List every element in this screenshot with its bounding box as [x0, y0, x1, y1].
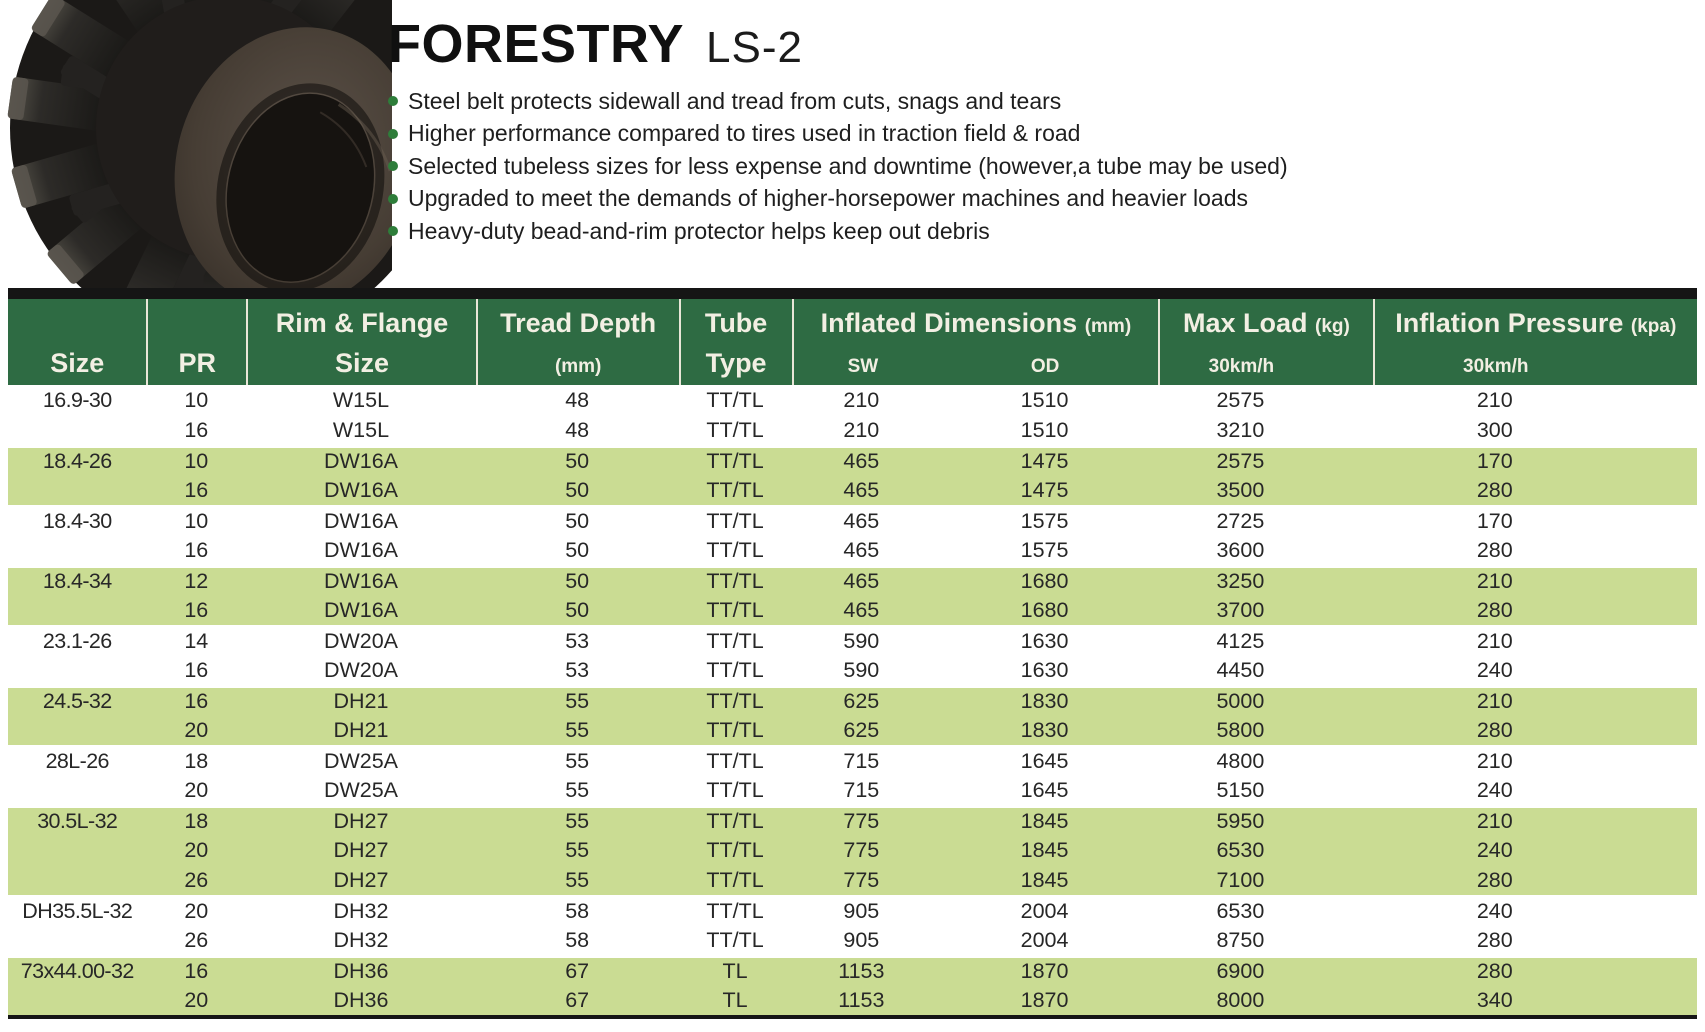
cell-tread-depth: 53	[565, 629, 590, 653]
table-row	[8, 385, 1697, 415]
cell-inflation-pressure: 280	[1476, 717, 1513, 742]
cell-sw: 590	[843, 629, 880, 653]
cell-rim-flange: DH32	[333, 899, 389, 923]
cell-max-load: 3700	[1216, 597, 1265, 622]
cell-pr: 10	[184, 387, 209, 412]
cell-sw: 625	[843, 689, 880, 713]
cell-tube-type: TT/TL	[706, 777, 764, 802]
cell-tube-type: TT/TL	[706, 387, 764, 412]
sub-header-od: OD	[1030, 356, 1060, 377]
cell-rim-flange: DW20A	[323, 657, 399, 682]
cell-sw: 210	[843, 387, 880, 412]
cell-sw: 905	[843, 927, 880, 952]
sub-header-speed: 30km/h	[1208, 356, 1275, 377]
column-label: Tube	[704, 308, 768, 338]
cell-tread-depth: 67	[565, 987, 590, 1012]
cell-inflation-pressure: 210	[1476, 569, 1513, 593]
cell-tube-type: TL	[722, 959, 748, 983]
feature-list	[388, 85, 1688, 248]
column-header-max-load	[1158, 299, 1373, 385]
table-body	[8, 385, 1697, 1015]
column-header-tread-depth	[476, 299, 679, 385]
column-label	[1395, 308, 1676, 342]
table-row	[8, 805, 1697, 835]
cell-pr: 20	[184, 899, 209, 923]
table-row	[8, 625, 1697, 655]
cell-od: 2004	[1020, 927, 1069, 952]
table-row	[8, 505, 1697, 535]
cell-rim-flange: DH36	[333, 959, 389, 983]
cell-tube-type: TT/TL	[706, 809, 764, 833]
cell-inflation-pressure: 280	[1476, 537, 1513, 562]
column-unit: (kpa)	[1630, 316, 1677, 337]
table-row	[8, 715, 1697, 745]
title-row	[388, 16, 1688, 73]
cell-od: 1845	[1020, 809, 1069, 833]
cell-inflation-pressure: 240	[1476, 899, 1513, 923]
forestry-tire-image	[0, 0, 392, 292]
cell-max-load: 8750	[1216, 927, 1265, 952]
cell-tube-type: TT/TL	[706, 509, 764, 533]
tire-photo	[0, 0, 392, 292]
bullet-dot-icon	[388, 226, 398, 236]
cell-pr: 12	[184, 569, 209, 593]
cell-tread-depth: 55	[565, 809, 590, 833]
cell-size: 18.4-34	[42, 569, 112, 593]
cell-max-load: 5000	[1216, 689, 1265, 713]
cell-pr: 10	[184, 509, 209, 533]
cell-sw: 465	[843, 597, 880, 622]
cell-max-load: 5150	[1216, 777, 1265, 802]
column-header-pr	[146, 299, 246, 385]
cell-tread-depth: 55	[565, 837, 590, 862]
cell-tube-type: TT/TL	[706, 927, 764, 952]
table-row	[8, 775, 1697, 805]
column-label: Size	[50, 348, 105, 378]
feature-text: Steel belt protects sidewall and tread from cuts, snags and tears	[408, 87, 1062, 114]
cell-sw: 465	[843, 509, 880, 533]
cell-sw: 1153	[838, 987, 885, 1012]
column-label	[1183, 308, 1350, 342]
column-label: Rim & Flange	[275, 308, 449, 338]
table-row	[8, 475, 1697, 505]
column-header-tube-type	[679, 299, 792, 385]
cell-od: 1645	[1020, 749, 1069, 773]
cell-pr: 10	[184, 449, 209, 473]
cell-tread-depth: 50	[565, 509, 590, 533]
cell-od: 1510	[1020, 387, 1069, 412]
cell-max-load: 3600	[1216, 537, 1265, 562]
cell-tube-type: TT/TL	[706, 629, 764, 653]
cell-max-load: 3210	[1216, 417, 1265, 442]
cell-sw: 715	[843, 749, 880, 773]
bullet-dot-icon	[388, 161, 398, 171]
table-row	[8, 955, 1697, 985]
cell-tube-type: TT/TL	[706, 477, 764, 502]
cell-inflation-pressure: 210	[1476, 387, 1513, 412]
cell-od: 1475	[1020, 477, 1069, 502]
cell-pr: 26	[184, 927, 209, 952]
table-row	[8, 445, 1697, 475]
feature-text: Higher performance compared to tires used in traction field & road	[408, 120, 1081, 147]
cell-inflation-pressure: 210	[1476, 689, 1513, 713]
cell-max-load: 6900	[1216, 959, 1265, 983]
table-row	[8, 415, 1697, 445]
cell-tread-depth: 55	[565, 689, 590, 713]
cell-inflation-pressure: 280	[1476, 959, 1513, 983]
cell-tube-type: TT/TL	[706, 689, 764, 713]
cell-pr: 18	[184, 809, 209, 833]
column-unit: (mm)	[1084, 316, 1132, 337]
feature-bullet	[388, 85, 1688, 118]
cell-sw: 775	[843, 837, 880, 862]
column-label: Type	[705, 348, 767, 378]
cell-sw: 715	[843, 777, 880, 802]
bullet-dot-icon	[388, 96, 398, 106]
cell-max-load: 2575	[1216, 387, 1265, 412]
cell-size: 73x44.00-32	[20, 959, 134, 983]
sub-header-row	[794, 356, 1159, 378]
page-title: FORESTRY	[388, 14, 685, 74]
cell-max-load: 4450	[1216, 657, 1265, 682]
cell-pr: 16	[184, 959, 209, 983]
cell-max-load: 5800	[1216, 717, 1265, 742]
cell-size: 24.5-32	[42, 689, 112, 713]
cell-od: 1870	[1020, 987, 1069, 1012]
cell-size: 18.4-30	[42, 509, 112, 533]
cell-sw: 775	[843, 809, 880, 833]
column-unit: (kg)	[1315, 316, 1350, 337]
bullet-dot-icon	[388, 129, 398, 139]
cell-tube-type: TT/TL	[706, 569, 764, 593]
cell-tread-depth: 67	[565, 959, 590, 983]
cell-rim-flange: DW16A	[323, 537, 399, 562]
cell-od: 1845	[1020, 867, 1069, 892]
cell-inflation-pressure: 280	[1476, 867, 1513, 892]
cell-sw: 905	[843, 899, 880, 923]
table-row	[8, 865, 1697, 895]
cell-max-load: 8000	[1216, 987, 1265, 1012]
cell-od: 1870	[1020, 959, 1069, 983]
cell-max-load: 5950	[1216, 809, 1265, 833]
column-header-rim-flange	[246, 299, 476, 385]
table-row	[8, 565, 1697, 595]
cell-max-load: 6530	[1216, 837, 1265, 862]
cell-rim-flange: DW25A	[323, 749, 399, 773]
cell-tread-depth: 58	[565, 899, 590, 923]
cell-pr: 20	[184, 837, 209, 862]
cell-tube-type: TL	[722, 987, 748, 1012]
cell-size: DH35.5L-32	[22, 899, 133, 923]
cell-max-load: 3250	[1216, 569, 1265, 593]
cell-max-load: 2725	[1216, 509, 1265, 533]
cell-pr: 18	[184, 749, 209, 773]
cell-tube-type: TT/TL	[706, 899, 764, 923]
feature-bullet	[388, 150, 1688, 183]
column-label: Size	[334, 348, 389, 378]
cell-pr: 20	[184, 777, 209, 802]
feature-bullet	[388, 215, 1688, 248]
cell-inflation-pressure: 280	[1476, 927, 1513, 952]
cell-tread-depth: 55	[565, 777, 590, 802]
spec-table	[8, 288, 1697, 1019]
cell-tread-depth: 55	[565, 867, 590, 892]
cell-rim-flange: DH27	[333, 837, 389, 862]
cell-inflation-pressure: 280	[1476, 597, 1513, 622]
cell-rim-flange: DW16A	[323, 449, 399, 473]
cell-tube-type: TT/TL	[706, 537, 764, 562]
cell-sw: 775	[843, 867, 880, 892]
cell-od: 1830	[1020, 717, 1069, 742]
cell-tread-depth: 50	[565, 569, 590, 593]
intro-block	[388, 16, 1688, 248]
cell-inflation-pressure: 240	[1476, 657, 1513, 682]
cell-sw: 590	[843, 657, 880, 682]
table-top-bar	[8, 288, 1697, 299]
cell-od: 2004	[1020, 899, 1069, 923]
table-row	[8, 745, 1697, 775]
cell-tube-type: TT/TL	[706, 597, 764, 622]
cell-rim-flange: DH21	[333, 717, 389, 742]
cell-size: 28L-26	[45, 749, 109, 773]
cell-tube-type: TT/TL	[706, 657, 764, 682]
cell-od: 1845	[1020, 837, 1069, 862]
cell-pr: 16	[184, 477, 209, 502]
cell-od: 1510	[1020, 417, 1069, 442]
cell-pr: 16	[184, 597, 209, 622]
cell-inflation-pressure: 210	[1476, 809, 1513, 833]
table-row	[8, 835, 1697, 865]
table-bottom-bar	[8, 1015, 1697, 1019]
cell-sw: 465	[843, 449, 880, 473]
cell-tread-depth: 50	[565, 597, 590, 622]
table-row	[8, 595, 1697, 625]
cell-pr: 20	[184, 717, 209, 742]
cell-od: 1630	[1020, 657, 1069, 682]
table-header	[8, 299, 1697, 385]
cell-rim-flange: DW16A	[323, 477, 399, 502]
cell-od: 1830	[1020, 689, 1069, 713]
cell-sw: 465	[843, 477, 880, 502]
cell-size: 30.5L-32	[37, 809, 118, 833]
cell-size: 18.4-26	[42, 449, 112, 473]
feature-text: Selected tubeless sizes for less expense and downtime (however,a tube may be used)	[408, 152, 1288, 179]
feature-bullet	[388, 118, 1688, 151]
cell-tread-depth: 58	[565, 927, 590, 952]
cell-pr: 20	[184, 987, 209, 1012]
sub-header-speed: 30km/h	[1463, 356, 1529, 377]
cell-od: 1680	[1020, 569, 1069, 593]
column-label-text: Max Load	[1182, 308, 1308, 338]
cell-pr: 16	[184, 537, 209, 562]
cell-od: 1680	[1020, 597, 1069, 622]
cell-tread-depth: 50	[565, 537, 590, 562]
cell-od: 1575	[1020, 509, 1069, 533]
cell-rim-flange: DH32	[333, 927, 389, 952]
cell-inflation-pressure: 300	[1476, 417, 1513, 442]
cell-rim-flange: DH36	[333, 987, 389, 1012]
cell-tread-depth: 50	[565, 449, 590, 473]
table-row	[8, 925, 1697, 955]
cell-sw: 210	[843, 417, 880, 442]
cell-tube-type: TT/TL	[706, 417, 764, 442]
model-label: LS-2	[706, 23, 803, 72]
cell-tube-type: TT/TL	[706, 867, 764, 892]
cell-pr: 26	[184, 867, 209, 892]
feature-text: Heavy-duty bead-and-rim protector helps keep out debris	[408, 217, 990, 244]
cell-tread-depth: 48	[565, 387, 590, 412]
table-row	[8, 895, 1697, 925]
cell-rim-flange: DH21	[333, 689, 389, 713]
column-unit: (mm)	[554, 356, 602, 377]
cell-od: 1645	[1020, 777, 1069, 802]
cell-pr: 14	[184, 629, 209, 653]
cell-rim-flange: DW16A	[323, 569, 399, 593]
cell-od: 1575	[1020, 537, 1069, 562]
cell-od: 1630	[1020, 629, 1069, 653]
column-label	[821, 308, 1132, 342]
cell-inflation-pressure: 280	[1476, 477, 1513, 502]
column-label: PR	[178, 348, 217, 378]
cell-rim-flange: W15L	[332, 417, 390, 442]
table-row	[8, 655, 1697, 685]
cell-tube-type: TT/TL	[706, 717, 764, 742]
cell-inflation-pressure: 170	[1476, 449, 1513, 473]
cell-tube-type: TT/TL	[706, 837, 764, 862]
cell-rim-flange: DW25A	[323, 777, 399, 802]
cell-tube-type: TT/TL	[706, 749, 764, 773]
bullet-dot-icon	[388, 194, 398, 204]
cell-size: 16.9-30	[42, 387, 112, 412]
cell-pr: 16	[184, 657, 209, 682]
cell-rim-flange: W15L	[332, 387, 390, 412]
cell-max-load: 2575	[1216, 449, 1265, 473]
column-header-size	[8, 299, 146, 385]
cell-sw: 465	[843, 569, 880, 593]
cell-rim-flange: DH27	[333, 809, 389, 833]
cell-tread-depth: 48	[565, 417, 590, 442]
table-row	[8, 685, 1697, 715]
cell-rim-flange: DW20A	[323, 629, 399, 653]
column-label: Tread Depth	[500, 308, 657, 338]
column-header-inflation-pressure	[1373, 299, 1697, 385]
cell-pr: 16	[184, 417, 209, 442]
cell-tube-type: TT/TL	[706, 449, 764, 473]
cell-tread-depth: 53	[565, 657, 590, 682]
cell-sw: 1153	[838, 959, 885, 983]
feature-bullet	[388, 183, 1688, 216]
cell-size: 23.1-26	[42, 629, 112, 653]
table-row	[8, 535, 1697, 565]
cell-sw: 465	[843, 537, 880, 562]
column-label-text: Inflation Pressure	[1395, 308, 1624, 338]
cell-tread-depth: 55	[565, 749, 590, 773]
cell-max-load: 6530	[1216, 899, 1265, 923]
cell-inflation-pressure: 240	[1476, 777, 1513, 802]
feature-text: Upgraded to meet the demands of higher-horsepower machines and heavier loads	[408, 185, 1249, 212]
cell-inflation-pressure: 340	[1476, 987, 1513, 1012]
cell-max-load: 4800	[1216, 749, 1265, 773]
cell-inflation-pressure: 170	[1476, 509, 1513, 533]
cell-tread-depth: 55	[565, 717, 590, 742]
cell-inflation-pressure: 210	[1476, 629, 1513, 653]
cell-od: 1475	[1020, 449, 1069, 473]
cell-max-load: 3500	[1216, 477, 1265, 502]
cell-max-load: 7100	[1216, 867, 1265, 892]
cell-sw: 625	[843, 717, 880, 742]
cell-tread-depth: 50	[565, 477, 590, 502]
cell-max-load: 4125	[1216, 629, 1265, 653]
cell-rim-flange: DH27	[333, 867, 389, 892]
table-row	[8, 985, 1697, 1015]
cell-rim-flange: DW16A	[323, 597, 399, 622]
cell-inflation-pressure: 210	[1476, 749, 1513, 773]
sub-header-sw: SW	[847, 356, 879, 377]
column-header-inflated-dimensions	[792, 299, 1159, 385]
cell-rim-flange: DW16A	[323, 509, 399, 533]
column-label-text: Inflated Dimensions	[820, 308, 1078, 338]
cell-pr: 16	[184, 689, 209, 713]
cell-inflation-pressure: 240	[1476, 837, 1513, 862]
